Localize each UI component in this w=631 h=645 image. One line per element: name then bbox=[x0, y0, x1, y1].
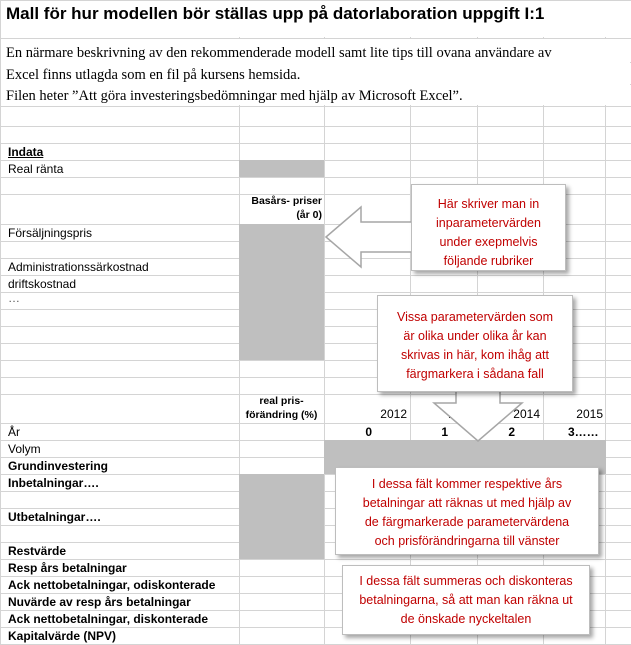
basars-ar0-header: (år 0) bbox=[296, 209, 322, 221]
indata-ellipsis: … bbox=[8, 291, 20, 305]
real-ranta-input-cell[interactable] bbox=[239, 160, 324, 177]
callout-payments: I dessa fält kommer respektive års betalningar att räknas ut med hjälp av de färgmarkerade parametervärdena och prisförändringarna till vänster bbox=[335, 467, 599, 555]
period-3: 3…… bbox=[568, 425, 599, 439]
utbetalningar-label: Utbetalningar…. bbox=[8, 510, 101, 524]
forsaljningspris-label: Försäljningspris bbox=[8, 226, 93, 240]
year-2012: 2012 bbox=[380, 407, 407, 421]
indata-heading: Indata bbox=[8, 145, 44, 159]
callout-parameter-values: Här skriver man in inparametervärden under exepmelvis följande rubriker bbox=[411, 184, 566, 271]
real-prisforandring-header-2: förändring (%) bbox=[245, 409, 318, 421]
intro-line-2: Excel finns utlagda som en fil på kursens hemsida. bbox=[6, 67, 301, 83]
driftskostnad-label: driftskostnad bbox=[8, 277, 77, 291]
basars-priser-header: Basårs- priser bbox=[251, 195, 322, 207]
left-arrow-icon bbox=[324, 204, 424, 270]
callout-yearly-values: Vissa parametervärden som är olika under olika år kan skrivas in här, kom ihåg att färgmarkera i sådana fall bbox=[377, 295, 573, 392]
callout-summary: I dessa fält summeras och diskonteras betalningarna, så att man kan räkna ut de önskade nyckeltalen bbox=[342, 565, 590, 635]
prisforandring-input-block[interactable] bbox=[239, 474, 324, 559]
restvarde-label: Restvärde bbox=[8, 544, 67, 558]
period-0: 0 bbox=[365, 425, 372, 439]
ack-nettobetalningar-diskonterade-label: Ack nettobetalningar, diskonterade bbox=[8, 612, 209, 626]
real-prisforandring-header-1: real pris- bbox=[259, 395, 304, 407]
administrationskostnad-label: Administrationssärkostnad bbox=[8, 260, 149, 274]
intro-line-3: Filen heter ”Att göra investeringsbedömningar med hjälp av Microsoft Excel”. bbox=[6, 88, 463, 104]
ar-label: År bbox=[8, 425, 20, 439]
grundinvestering-label: Grundinvestering bbox=[8, 459, 109, 473]
resp-ars-betalningar-label: Resp års betalningar bbox=[8, 561, 127, 575]
nuvarde-label: Nuvärde av resp års betalningar bbox=[8, 595, 191, 609]
page-title: Mall för hur modellen bör ställas upp på datorlaboration uppgift I:1 bbox=[6, 4, 545, 23]
ack-nettobetalningar-odiskonterade-label: Ack nettobetalningar, odiskonterade bbox=[8, 578, 216, 592]
intro-line-1: En närmare beskrivning av den rekommenderade modell samt lite tips till ovana användare av bbox=[6, 45, 552, 61]
real-ranta-label: Real ränta bbox=[8, 162, 64, 176]
year-2015: 2015 bbox=[576, 407, 603, 421]
basars-priser-input-block[interactable] bbox=[239, 224, 324, 360]
down-arrow-icon bbox=[432, 385, 524, 443]
kapitalvarde-label: Kapitalvärde (NPV) bbox=[8, 629, 117, 643]
period-2: 2 bbox=[508, 425, 515, 439]
period-1: 1 bbox=[441, 425, 448, 439]
year-2014: 2014 bbox=[513, 407, 540, 421]
volym-label: Volym bbox=[8, 442, 41, 456]
inbetalningar-label: Inbetalningar…. bbox=[8, 476, 99, 490]
